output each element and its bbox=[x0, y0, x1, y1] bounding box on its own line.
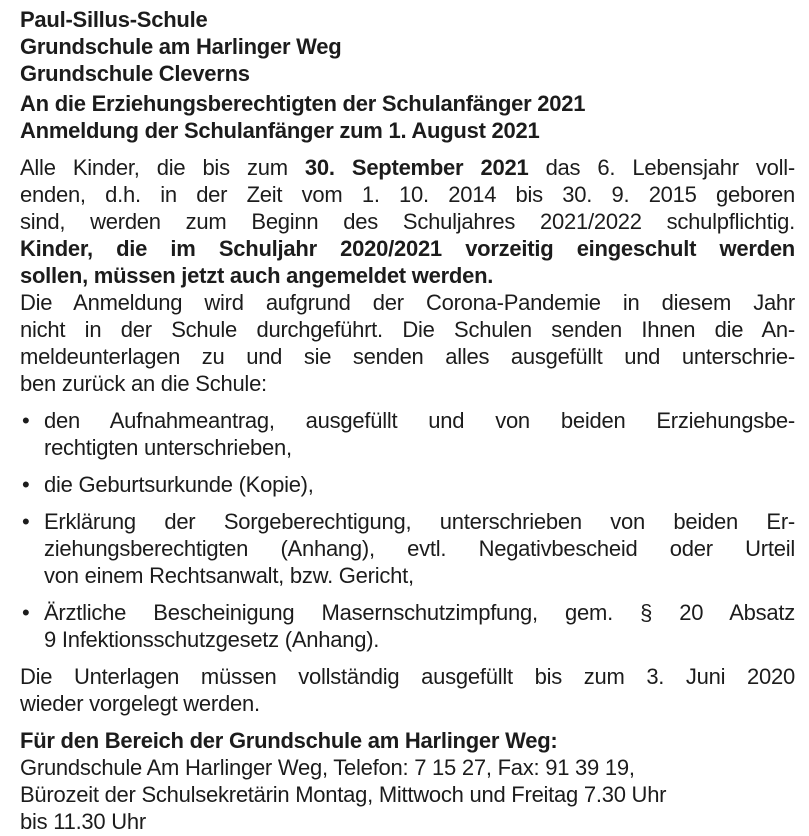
text-segment: meldeunterlagen zu und sie senden alles ausgefüllt und unterschrie- bbox=[20, 344, 795, 369]
text-line bbox=[20, 33, 795, 60]
bold-text-segment: 30. September 2021 bbox=[304, 155, 529, 180]
text-line bbox=[44, 434, 795, 461]
text-line bbox=[20, 208, 795, 235]
text-line bbox=[20, 262, 795, 289]
text-segment: das 6. Lebensjahr voll- bbox=[528, 155, 796, 180]
paragraph-corona bbox=[20, 289, 795, 397]
text-segment: die Geburtsurkunde (Kopie), bbox=[44, 472, 314, 497]
bold-text-segment: Grundschule am Harlinger Weg bbox=[20, 34, 342, 59]
text-segment: Grundschule Am Harlinger Weg, Telefon: 7 15 27, Fax: 91 39 19, bbox=[20, 755, 635, 780]
text-segment: sind, werden zum Beginn des Schuljahres 2021/2022 schulpflichtig. bbox=[20, 209, 795, 234]
school-names-header bbox=[20, 6, 795, 87]
text-line bbox=[44, 626, 795, 653]
bold-text-segment: Anmeldung der Schulanfänger zum 1. August 2021 bbox=[20, 118, 540, 143]
bullet-sorgeberechtigung bbox=[20, 508, 795, 589]
document-content bbox=[20, 6, 795, 835]
bullet-icon: • bbox=[22, 472, 30, 497]
text-segment: rechtigten unterschrieben, bbox=[44, 435, 292, 460]
text-line bbox=[20, 808, 795, 835]
text-segment: Alle Kinder, die bis zum bbox=[20, 155, 305, 180]
bold-text-segment: Für den Bereich der Grundschule am Harlinger Weg: bbox=[20, 728, 558, 753]
text-line bbox=[20, 235, 795, 262]
text-line bbox=[20, 117, 795, 144]
text-segment: ziehungsberechtigten (Anhang), evtl. Negativbescheid oder Urteil bbox=[44, 536, 795, 561]
text-line bbox=[44, 407, 795, 434]
text-line bbox=[20, 690, 795, 717]
bold-text-segment: sollen, müssen jetzt auch angemeldet werden. bbox=[20, 263, 494, 288]
paragraph-rueckgabe bbox=[20, 663, 795, 717]
text-segment: 9 Infektionsschutzgesetz (Anhang). bbox=[44, 627, 380, 652]
text-line bbox=[20, 60, 795, 87]
text-segment: von einem Rechtsanwalt, bzw. Gericht, bbox=[44, 563, 414, 588]
text-line bbox=[20, 727, 795, 754]
text-line bbox=[20, 781, 795, 808]
text-line bbox=[20, 370, 795, 397]
text-segment: Die Unterlagen müssen vollständig ausgefüllt bis zum 3. Juni 2020 bbox=[20, 664, 795, 689]
text-line bbox=[20, 316, 795, 343]
bold-text-segment: Grundschule Cleverns bbox=[20, 61, 250, 86]
bold-text-segment: Kinder, die im Schuljahr 2020/2021 vorzeitig eingeschult werden bbox=[20, 236, 795, 261]
text-segment: nicht in der Schule durchgeführt. Die Schulen senden Ihnen die An- bbox=[20, 317, 795, 342]
text-line bbox=[20, 181, 795, 208]
text-segment: bis 11.30 Uhr bbox=[20, 809, 146, 834]
bullet-icon: • bbox=[22, 600, 30, 625]
text-segment: enden, d.h. in der Zeit vom 1. 10. 2014 bis 30. 9. 2015 geboren bbox=[20, 182, 795, 207]
text-line bbox=[44, 599, 795, 626]
text-segment: den Aufnahmeantrag, ausgefüllt und von beiden Erziehungsbe- bbox=[44, 408, 795, 433]
text-line bbox=[44, 471, 795, 498]
text-segment: Die Anmeldung wird aufgrund der Corona-Pandemie in diesem Jahr bbox=[20, 290, 795, 315]
text-segment: ben zurück an die Schule: bbox=[20, 371, 267, 396]
bullet-icon: • bbox=[22, 509, 30, 534]
text-segment: wieder vorgelegt werden. bbox=[20, 691, 260, 716]
bold-text-segment: An die Erziehungsberechtigten der Schulanfänger 2021 bbox=[20, 91, 586, 116]
text-line bbox=[44, 508, 795, 535]
text-line bbox=[20, 663, 795, 690]
subject-header bbox=[20, 90, 795, 144]
text-line bbox=[20, 90, 795, 117]
bullet-aufnahmeantrag bbox=[20, 407, 795, 461]
bold-text-segment: Paul-Sillus-Schule bbox=[20, 7, 208, 32]
text-line bbox=[44, 562, 795, 589]
text-line bbox=[20, 154, 795, 181]
text-segment: Erklärung der Sorgeberechtigung, unterschrieben von beiden Er- bbox=[44, 509, 795, 534]
bullet-icon: • bbox=[22, 408, 30, 433]
text-line bbox=[20, 289, 795, 316]
paragraph-deadline bbox=[20, 154, 795, 289]
contact-harlinger-weg bbox=[20, 727, 795, 835]
text-line bbox=[20, 343, 795, 370]
bullet-masernschutz bbox=[20, 599, 795, 653]
text-segment: Ärztliche Bescheinigung Masernschutzimpfung, gem. § 20 Absatz bbox=[44, 600, 795, 625]
text-line bbox=[44, 535, 795, 562]
bullet-geburtsurkunde bbox=[20, 471, 795, 498]
text-line bbox=[20, 6, 795, 33]
text-segment: Bürozeit der Schulsekretärin Montag, Mittwoch und Freitag 7.30 Uhr bbox=[20, 782, 667, 807]
text-line bbox=[20, 754, 795, 781]
